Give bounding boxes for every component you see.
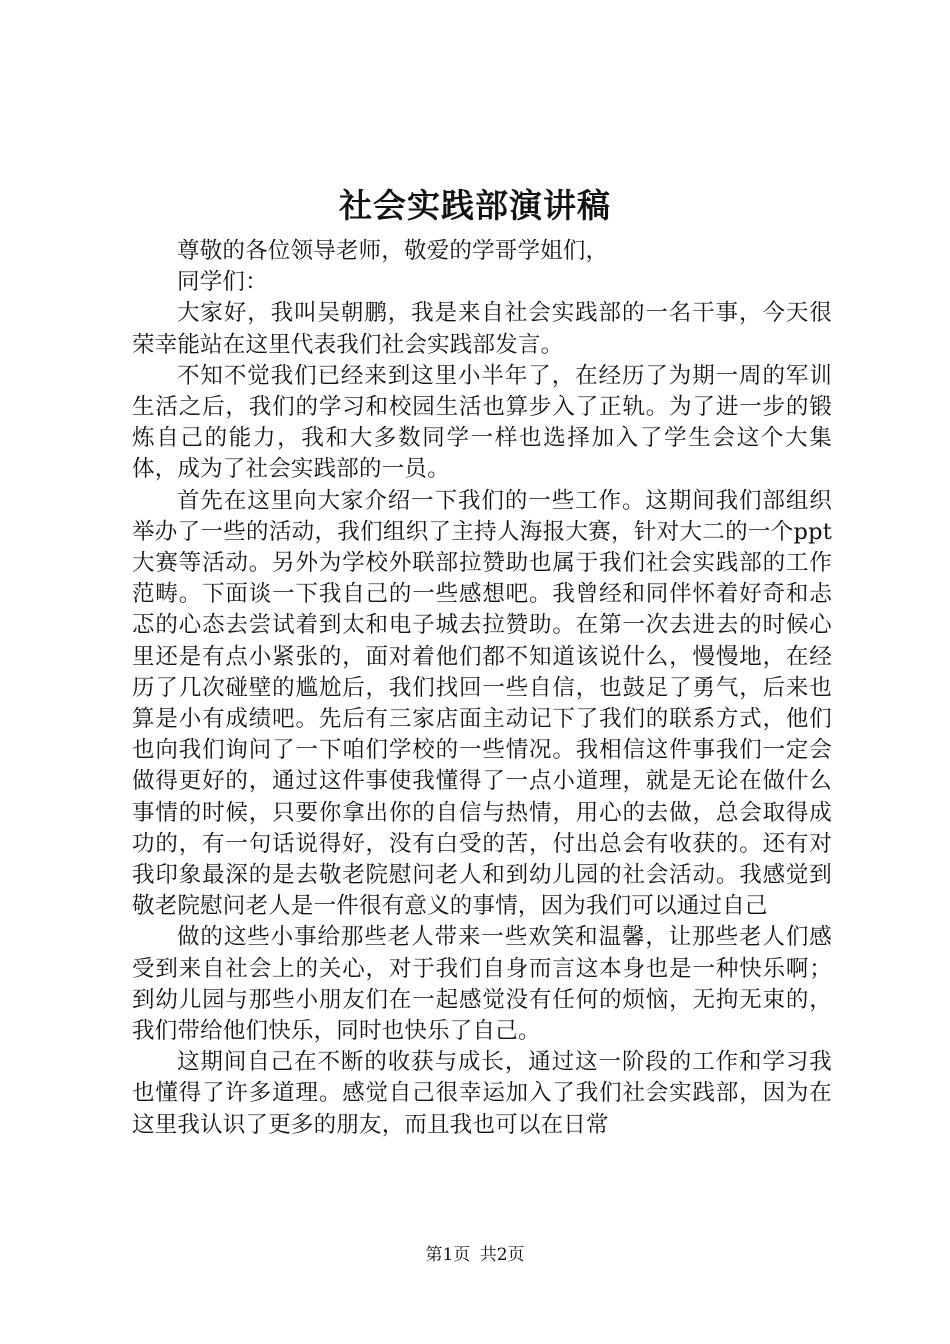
- document-body: [132, 236, 832, 1141]
- document-title: 社会实践部演讲稿: [339, 186, 611, 225]
- page-total: 共2页: [479, 1245, 525, 1265]
- paragraph-joining: 不知不觉我们已经来到这里小半年了，在经历了为期一周的军训生活之后，我们的学习和校园生活也算步入了正轨。为了进一步的锻炼自己的能力，我和大多数同学一样也选择加入了学生会这个大集体，成为了社会实践部的一员。: [132, 362, 832, 483]
- paragraph-salutation: 尊敬的各位领导老师，敬爱的学哥学姐们，: [177, 238, 609, 264]
- page-footer: [0, 1243, 950, 1267]
- page-number: 第1页: [425, 1245, 471, 1265]
- paragraph-work-intro: 首先在这里向大家介绍一下我们的一些工作。这期间我们部组织举办了一些的活动，我们组织了主持人海报大赛，针对大二的一个ppt大赛等活动。另外为学校外联部拉赞助也属于我们社会实践部的工作范畴。下面谈一下我自己的一些感想吧。我曾经和同伴怀着好奇和忐忑的心态去尝试着到太和电子城去拉赞助。在第一次去进去的时候心里还是有点小紧张的，面对着他们都不知道该说什么，慢慢地，在经历了几次碰壁的尴尬后，我们找回一些自信，也鼓足了勇气，后来也算是小有成绩吧。先后有三家店面主动记下了我们的联系方式，他们也向我们询问了一下咱们学校的一些情况。我相信这件事我们一定会做得更好的，通过这件事使我懂得了一点小道理，就是无论在做什么事情的时候，只要你拿出你的自信与热情，用心的去做，总会取得成功的，有一句话说得好，没有白受的苦，付出总会有收获的。还有对我印象最深的是去敬老院慰问老人和到幼儿园的社会活动。我感觉到敬老院慰问老人是一件很有意义的事情，因为我们可以通过自己: [132, 487, 832, 920]
- paragraph-salutation-classmates: 同学们：: [177, 269, 268, 296]
- paragraph-self-introduction: 大家好，我叫吴朝鹏，我是来自社会实践部的一名干事，今天很荣幸能站在这里代表我们社会实践部发言。: [132, 300, 832, 358]
- paragraph-visits: 做的这些小事给那些老人带来一些欢笑和温馨，让那些老人们感受到来自社会上的关心，对于我们自身而言这本身也是一种快乐啊；到幼儿园与那些小朋友们在一起感觉没有任何的烦恼，无拘无束的，我们带给他们快乐，同时也快乐了自己。: [132, 924, 832, 1045]
- paragraph-growth: 这期间自己在不断的收获与成长，通过这一阶段的工作和学习我也懂得了许多道理。感觉自己很幸运加入了我们社会实践部，因为在这里我认识了更多的朋友，而且我也可以在日常: [132, 1049, 832, 1138]
